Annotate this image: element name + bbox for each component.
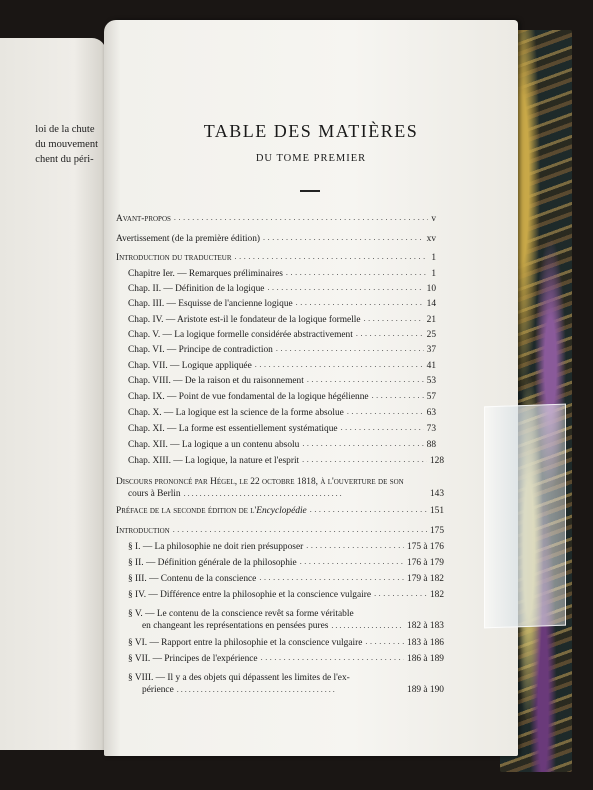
toc-entry-page: 1 (431, 253, 436, 263)
preface-italic: Encyclopédie (256, 506, 307, 516)
leader-dots (255, 360, 424, 370)
toc-entry-page: 53 (426, 376, 436, 386)
toc-entry-page: 41 (426, 361, 436, 371)
toc-section-pages: 175 à 176 (407, 542, 444, 552)
left-page (0, 38, 106, 750)
toc-entry (128, 284, 436, 294)
toc-entry (128, 392, 436, 402)
toc-entry (128, 376, 436, 386)
toc-entry (128, 345, 436, 355)
toc-entry-text: Chap. IV. — Aristote est-il le fondateur de la logique formelle (128, 315, 361, 325)
leader-dots (302, 439, 423, 449)
leader-dots (356, 329, 424, 339)
toc-entry-page: 151 (429, 506, 444, 516)
leader-dots (372, 391, 424, 401)
right-page (104, 20, 518, 756)
leader-dots (235, 252, 429, 262)
toc-entry-page: 57 (426, 392, 436, 402)
toc-entry-text: Chap. X. — La logique est la science de la forme absolue (128, 408, 344, 418)
toc-entry-text: Avertissement (de la première édition) (116, 234, 261, 244)
toc-section (128, 638, 444, 648)
preface-text: Préface de la seconde édition de l' (116, 506, 257, 516)
toc-entry-preface (116, 506, 444, 516)
toc-entry (116, 234, 436, 244)
leader-dots (173, 525, 427, 535)
toc-section-text: § VII. — Principes de l'expérience (128, 654, 258, 664)
leader-dots (174, 213, 428, 223)
toc-entry-text: Chap. VIII. — De la raison et du raisonnement (128, 376, 304, 386)
toc-entry-text: Introduction (116, 526, 170, 536)
toc-entry-text: Introduction du traducteur (116, 253, 232, 263)
toc-entry (128, 440, 436, 450)
toc-entry (128, 315, 436, 325)
leader-dots (261, 653, 404, 663)
leader-dots (296, 298, 424, 308)
left-line: du mouvement (35, 139, 98, 150)
toc-section-pages: 183 à 186 (407, 638, 444, 648)
toc-entry-page: xv (426, 234, 436, 244)
toc-entry-text: Chap. II. — Définition de la logique (128, 284, 265, 294)
toc-entry-page: 10 (426, 284, 436, 294)
toc-section (128, 654, 444, 664)
toc-entry (128, 408, 436, 418)
leader-dots (276, 344, 424, 354)
toc-entry (116, 214, 436, 224)
leader-dots (184, 488, 427, 498)
toc-section-text: § II. — Définition générale de la philosophie (128, 558, 297, 568)
toc-entry-page: 143 (429, 489, 444, 499)
toc-entry-text: cours à Berlin (128, 489, 181, 499)
toc-entry-introduction (116, 526, 444, 536)
left-page-text (35, 122, 98, 167)
toc-entry (128, 456, 444, 466)
toc-section-v (128, 608, 444, 632)
page-subtitle: DU TOME PREMIER (255, 153, 367, 164)
toc-section-text: § V. — Le contenu de la conscience revêt sa forme véritable (128, 609, 354, 619)
toc-entry-text: Chap. VI. — Principe de contradiction (128, 345, 273, 355)
toc-entry-text: Chapitre Ier. — Remarques préliminaires (128, 269, 283, 279)
toc-section-text: en changeant les représentations en pensées pures (142, 621, 329, 631)
toc-entry-page: 88 (426, 440, 436, 450)
toc-entry-text (116, 506, 307, 516)
toc-entry-text: Chap. V. — La logique formelle considérée abstractivement (128, 330, 353, 340)
leader-dots (310, 505, 427, 515)
toc-entry-text: Chap. VII. — Logique appliquée (128, 361, 252, 371)
leader-dots (364, 314, 424, 324)
toc-section (128, 542, 444, 552)
leader-dots (300, 557, 404, 567)
leader-dots (331, 620, 404, 630)
toc-section-text: § I. — La philosophie ne doit rien présupposer (128, 542, 304, 552)
toc-section-pages: 189 à 190 (407, 685, 444, 695)
toc-entry-text: Chap. XII. — La logique a un contenu absolu (128, 440, 300, 450)
toc-entry-page: 25 (426, 330, 436, 340)
toc-section-text: § VIII. — Il y a des objets qui dépassent les limites de l'ex- (128, 673, 350, 683)
toc-entry (128, 269, 436, 279)
leader-dots (365, 637, 404, 647)
toc-entry-page: v (431, 214, 436, 224)
toc-section-pages: 182 à 183 (407, 621, 444, 631)
toc-section (128, 558, 444, 568)
toc-section (128, 590, 444, 600)
toc-entry-discours (116, 476, 444, 500)
toc-entry (128, 424, 436, 434)
leader-dots (374, 589, 427, 599)
title-rule (300, 190, 320, 192)
page-title: TABLE DES MATIÈRES (203, 121, 419, 141)
toc-entry (116, 253, 436, 263)
toc-entry-page: 21 (426, 315, 436, 325)
leader-dots (302, 455, 427, 465)
toc-entry (128, 330, 436, 340)
toc-entry-page: 63 (426, 408, 436, 418)
left-line: loi de la chute (35, 124, 95, 135)
toc-section-viii (128, 672, 444, 696)
toc-entry-text: Chap. IX. — Point de vue fondamental de la logique hégélienne (128, 392, 369, 402)
leader-dots (341, 423, 424, 433)
toc-entry (128, 299, 436, 309)
toc-section-text: périence (142, 685, 174, 695)
toc-entry-text: Chap. III. — Esquisse de l'ancienne logique (128, 299, 293, 309)
toc-section-text: § IV. — Différence entre la philosophie et la conscience vulgaire (128, 590, 372, 600)
leader-dots (259, 573, 404, 583)
toc-entry-page: 175 (429, 526, 444, 536)
leader-dots (307, 375, 424, 385)
toc-section-text: § III. — Contenu de la conscience (128, 574, 257, 584)
toc-section-pages: 186 à 189 (407, 654, 444, 664)
leader-dots (347, 407, 424, 417)
toc-entry (128, 361, 436, 371)
toc-section (128, 574, 444, 584)
toc-entry-text: Chap. XI. — La forme est essentiellement systématique (128, 424, 338, 434)
toc-entry-page: 1 (431, 269, 436, 279)
toc-entry-page: 14 (426, 299, 436, 309)
toc-entry-page: 37 (426, 345, 436, 355)
toc-entry-text: Avant-propos (116, 214, 171, 224)
leader-dots (286, 268, 428, 278)
toc-entry-page: 73 (426, 424, 436, 434)
toc-entry-text: Chap. XIII. — La logique, la nature et l'esprit (128, 456, 300, 466)
toc-section-pages: 182 (429, 590, 444, 600)
toc-section-text: § VI. — Rapport entre la philosophie et la conscience vulgaire (128, 638, 363, 648)
leader-dots (177, 684, 404, 694)
left-line: chent du péri- (35, 154, 94, 165)
toc-section-pages: 176 à 179 (407, 558, 444, 568)
toc-entry-text: Discours prononcé par Hégel, le 22 octobre 1818, à l'ouverture de son (116, 477, 404, 487)
toc-entry-page: 128 (429, 456, 444, 466)
plastic-sleeve-glare (484, 404, 566, 629)
toc-section-pages: 179 à 182 (407, 574, 444, 584)
leader-dots (267, 283, 423, 293)
leader-dots (263, 233, 424, 243)
leader-dots (306, 541, 404, 551)
